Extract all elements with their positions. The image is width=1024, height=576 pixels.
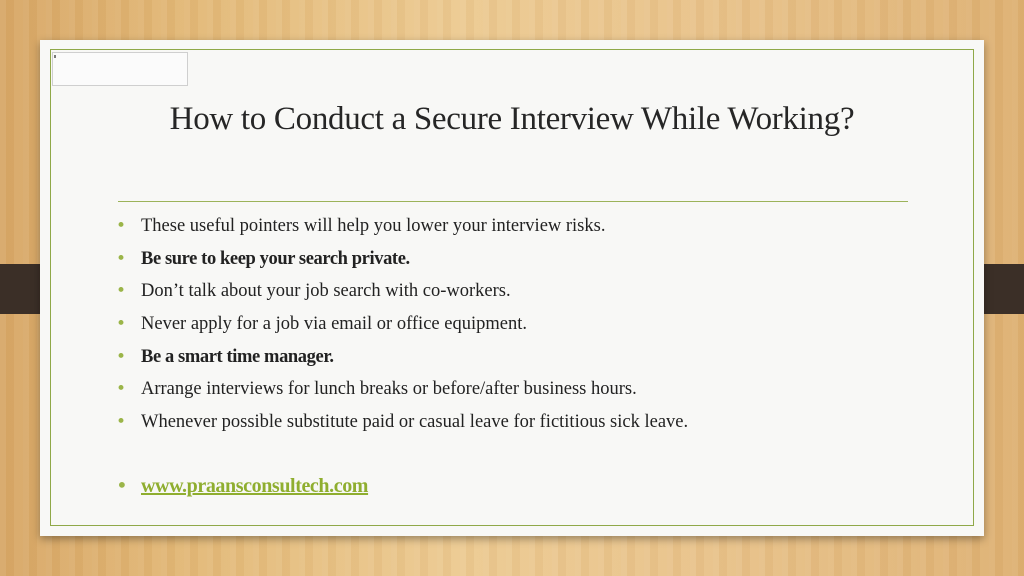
website-link-item	[116, 473, 368, 498]
title-divider	[118, 201, 908, 202]
slide-title: How to Conduct a Secure Interview While Working?	[169, 101, 855, 137]
bullet-item	[116, 216, 916, 249]
bullet-item	[116, 412, 916, 445]
bullet-icon: •	[116, 473, 128, 497]
bullet-list	[116, 216, 916, 445]
bullet-icon: •	[116, 281, 127, 302]
bullet-text: These useful pointers will help you lower your interview risks.	[141, 216, 606, 236]
bullet-item	[116, 281, 916, 314]
bullet-text: Never apply for a job via email or office equipment.	[141, 314, 527, 335]
bullet-icon: •	[116, 248, 127, 269]
bullet-text: Be sure to keep your search private.	[141, 248, 410, 269]
bullet-icon: •	[116, 346, 127, 367]
bullet-text: Be a smart time manager.	[141, 346, 334, 367]
bullet-icon: •	[116, 379, 127, 400]
bullet-icon: •	[116, 216, 127, 236]
bullet-text: Whenever possible substitute paid or casual leave for fictitious sick leave.	[141, 412, 689, 433]
bullet-text: Don’t talk about your job search with co-workers.	[141, 281, 511, 302]
bullet-icon: •	[116, 314, 127, 335]
bullet-text: Arrange interviews for lunch breaks or before/after business hours.	[141, 379, 637, 400]
website-link[interactable]: www.praansconsultech.com	[141, 475, 369, 497]
logo-placeholder-image	[52, 52, 188, 86]
slide-paper	[40, 40, 984, 536]
bullet-item	[116, 379, 916, 412]
bullet-item	[116, 347, 916, 380]
bullet-item	[116, 314, 916, 347]
bullet-item	[116, 249, 916, 282]
bullet-icon: •	[116, 412, 127, 433]
